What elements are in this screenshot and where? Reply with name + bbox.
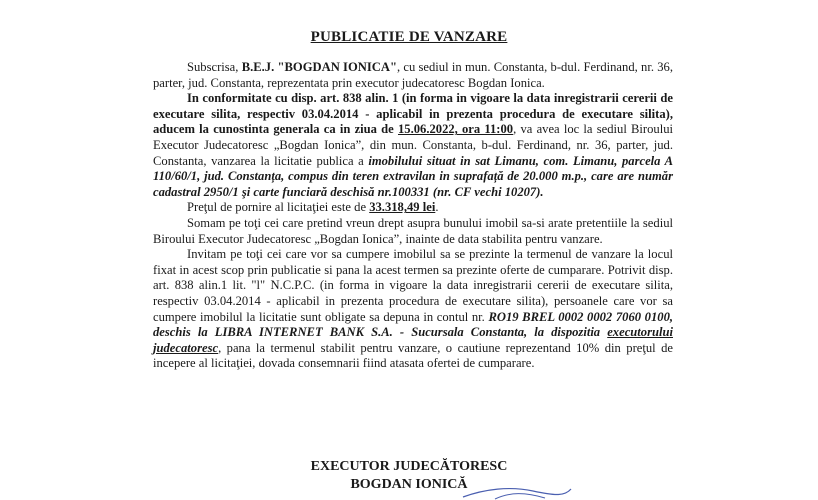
document-title: PUBLICATIE DE VANZARE: [310, 29, 508, 45]
property-description: imobilului situat in sat Limanu, com. Limanu, parcela A 110/60/1, jud. Constanța, compus din teren extravilan in suprafață de 20.000 m.p., care are număr cadastral 2950/1 şi carte funciară deschisă nr.100331 (nr. CF vechi 10207).: [153, 153, 674, 199]
paragraph-auction-notice: [153, 91, 673, 200]
intro-text-rest: , cu sediul in mun. Constanta, b-dul. Ferdinand, nr. 36, parter, jud. Constanta, reprezentata prin executor judecatoresc Bogdan Ionica.: [153, 60, 673, 90]
starting-price-label: Preţul de pornire al licitaţiei este de: [187, 200, 370, 215]
signature-title: EXECUTOR JUDECĂTORESC: [310, 459, 508, 474]
paragraph-intro: [153, 60, 673, 91]
auction-location-text: , va avea loc la sediul Biroului Executor Judecatoresc „Bogdan Ionica”, din mun. Constanta, b-dul. Ferdinand, nr. 36, parter, jud. Constanta, vanzarea la licitatie publica a: [153, 122, 674, 168]
handwritten-signature-mark: [455, 483, 575, 500]
guarantee-text: , pana la termenul stabilit pentru vanzare, o cautiune reprezentand 10% din preţul de incepere al licitaţiei, dovada consemnarii fiind atasata ofertei de cumparare.: [153, 340, 673, 371]
document-body: [153, 60, 673, 372]
auction-date: 15.06.2022, ora 11:00: [397, 122, 514, 137]
bank-account-details: RO19 BREL 0002 0002 7060 0100, deschis la LIBRA INTERNET BANK S.A. - Sucursala Constanta, la dispozitia: [153, 309, 674, 340]
starting-price-value: 33.318,49 lei: [369, 200, 436, 215]
paragraph-starting-price: [153, 200, 673, 216]
paragraph-claims: Somam pe toţi cei care pretind vreun drept asupra bunului imobil sa-si arate pretentiile la sediul Biroului Executor Judecatoresc „Bogdan Ionica”, inainte de data stabilita pentru vanzare.: [153, 215, 673, 246]
paragraph-invitation: [153, 247, 673, 372]
intro-text: Subscrisa,: [187, 60, 242, 74]
bailiff-office-name: B.E.J. "BOGDAN IONICA": [241, 60, 397, 74]
legal-basis-text: In conformitate cu disp. art. 838 alin. 1 (in forma in vigoare la data inregistrarii cererii de executare silita, respectiv 03.04.2014 - aplicabil in prezenta procedura de executare silita), aducem la cunostinta generala ca in ziua de: [153, 91, 673, 137]
invitation-text: Invitam pe toţi cei care vor sa cumpere imobilul sa se prezinte la termenul de vanzare la locul fixat in acest scop prin publicatie si pana la acest termen sa prezinte oferte de cumparare. Potrivit disp. art. 838 alin.1 lit. "l" N.C.P.C. (in forma in vigoare la data inregistrarii cererii de executare silita, respectiv 03.04.2014 - aplicabil in prezenta procedura de executare silita), persoanele care vor sa cumpere imobilul la licitatie sunt obligate sa depuna in contul nr.: [153, 247, 673, 324]
bank-account-holder: executorului judecatoresc: [153, 325, 673, 355]
signature-name: BOGDAN IONICĂ: [350, 477, 468, 492]
starting-price-end: .: [435, 200, 439, 215]
